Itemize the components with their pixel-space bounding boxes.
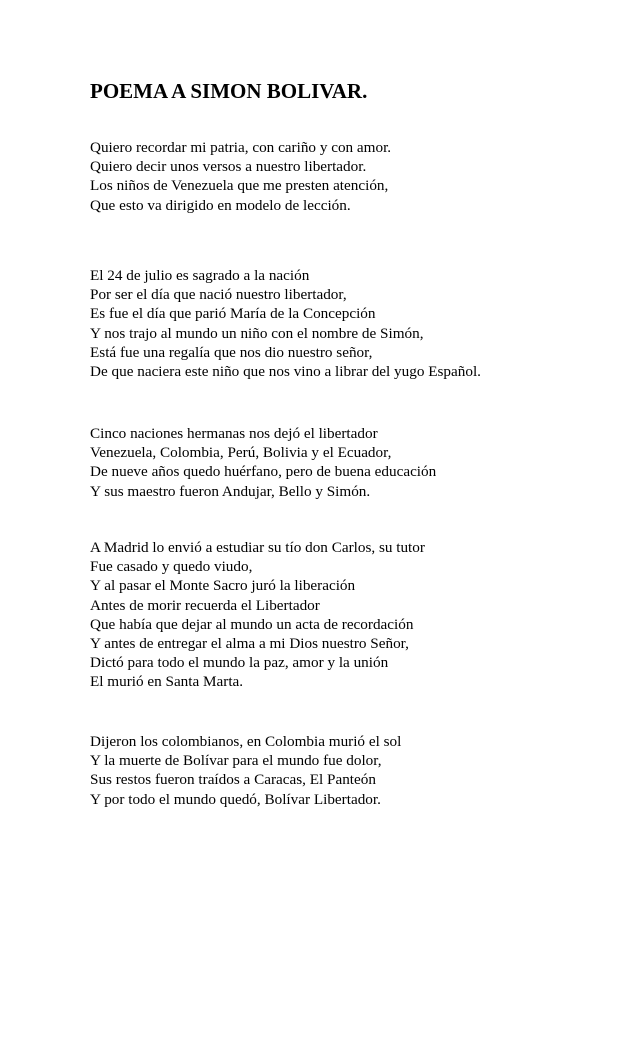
- poem-line: Los niños de Venezuela que me presten atención,: [90, 177, 389, 195]
- stanza-1: [90, 138, 391, 215]
- poem-line: Antes de morir recuerda el Libertador: [90, 596, 320, 614]
- poem-line: Y por todo el mundo quedó, Bolívar Libertador.: [90, 790, 381, 808]
- stanza-3: [90, 424, 436, 501]
- poem-line: El 24 de julio es sagrado a la nación: [90, 267, 310, 284]
- poem-line: Cinco naciones hermanas nos dejó el libertador: [90, 425, 378, 442]
- poem-line: Quiero recordar mi patria, con cariño y con amor.: [90, 139, 392, 156]
- poem-line: Es fue el día que parió María de la Concepción: [90, 305, 376, 323]
- poem-line: Y sus maestro fueron Andujar, Bello y Simón.: [90, 482, 371, 500]
- poem-line: Que había que dejar al mundo un acta de recordación: [90, 615, 414, 633]
- poem-line: De que naciera este niño que nos vino a librar del yugo Español.: [90, 363, 481, 381]
- poem-line: De nueve años quedo huérfano, pero de buena educación: [90, 463, 437, 481]
- poem-line: Fue casado y quedo viudo,: [90, 558, 253, 576]
- poem-line: Por ser el día que nació nuestro libertador,: [90, 286, 347, 304]
- poem-line: Y la muerte de Bolívar para el mundo fue dolor,: [90, 752, 382, 770]
- poem-title: POEMA A SIMON BOLIVAR.: [90, 79, 368, 103]
- poem-line: Quiero decir unos versos a nuestro libertador.: [90, 158, 367, 176]
- poem-line: Y antes de entregar el alma a mi Dios nuestro Señor,: [90, 635, 409, 653]
- poem-line: Venezuela, Colombia, Perú, Bolivia y el Ecuador,: [90, 444, 392, 462]
- poem-line: Y al pasar el Monte Sacro juró la liberación: [90, 577, 356, 595]
- poem-line: El murió en Santa Marta.: [90, 673, 244, 691]
- poem-line: Dijeron los colombianos, en Colombia murió el sol: [90, 733, 402, 750]
- stanza-5: [90, 732, 401, 809]
- stanza-2: [90, 266, 481, 381]
- poem-line: Sus restos fueron traídos a Caracas, El Panteón: [90, 771, 376, 789]
- poem-line: Está fue una regalía que nos dio nuestro señor,: [90, 343, 373, 361]
- poem-line: Dictó para todo el mundo la paz, amor y la unión: [90, 654, 389, 672]
- poem-line: Que esto va dirigido en modelo de lección.: [90, 196, 351, 214]
- poem-line: Y nos trajo al mundo un niño con el nombre de Simón,: [90, 324, 424, 342]
- stanza-4: [90, 538, 425, 692]
- poem-line: A Madrid lo envió a estudiar su tío don Carlos, su tutor: [90, 539, 425, 556]
- document-page: [90, 78, 620, 808]
